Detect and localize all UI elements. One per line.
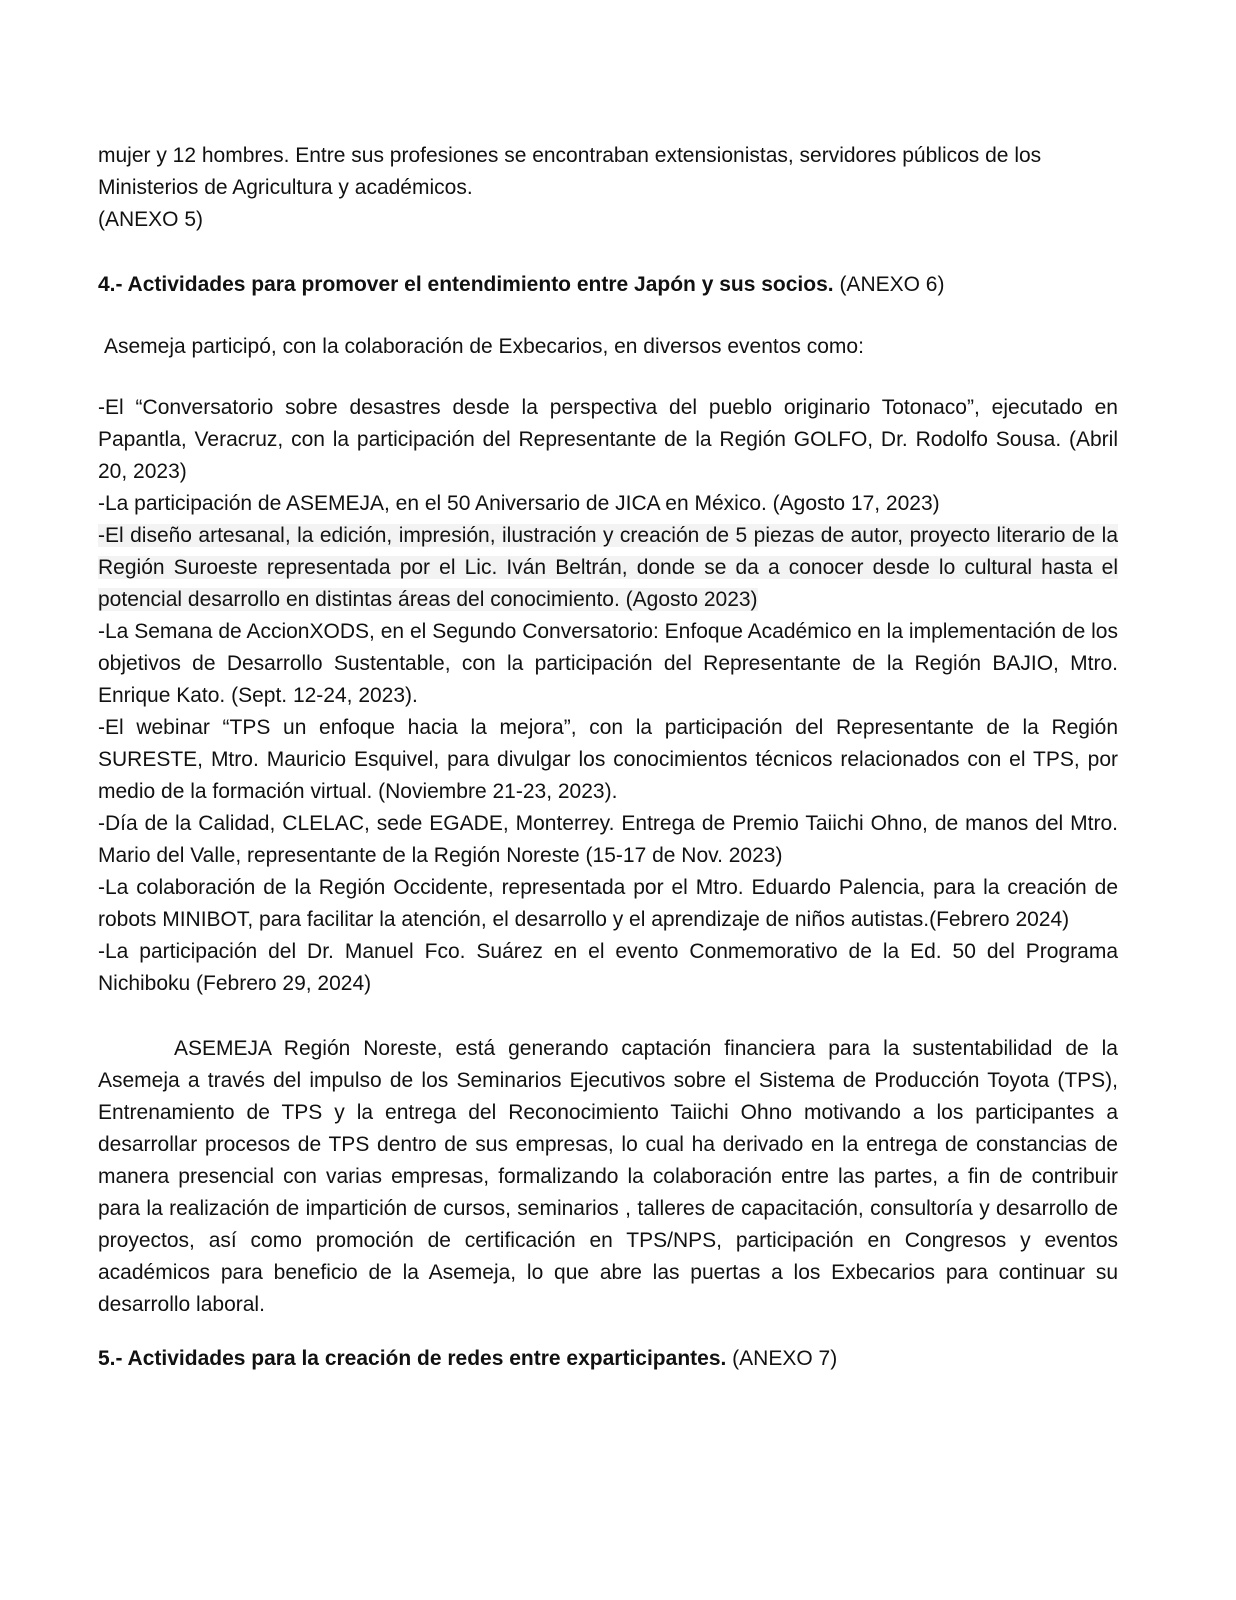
event-item-text: -El webinar “TPS un enfoque hacia la mejora”, con la participación del Representante de la Región SURESTE, Mtro. Mauricio Esquivel, para divulgar los conocimientos técnicos relacionados con el TPS, por medio de la formación virtual. (Noviembre 21-23, 2023). (98, 716, 1118, 803)
section4-heading-title: 4.- Actividades para promover el entendimiento entre Japón y sus socios. (98, 273, 834, 296)
event-item-text: -La participación del Dr. Manuel Fco. Suárez en el evento Conmemorativo de la Ed. 50 del Programa Nichiboku (Febrero 29, 2024) (98, 940, 1118, 995)
event-item-conversatorio (98, 392, 1118, 488)
events-list (98, 392, 1118, 1000)
intro-paragraph: mujer y 12 hombres. Entre sus profesiones se encontraban extensionistas, servidores públicos de los Ministerios de Agricultura y académicos. (98, 144, 1042, 199)
document-content (98, 140, 1118, 1375)
anexo5-note: (ANEXO 5) (98, 208, 204, 231)
event-item-text: -La colaboración de la Región Occidente, representada por el Mtro. Eduardo Palencia, para la creación de robots MINIBOT, para facilitar la atención, el desarrollo y el aprendizaje de niños autistas.(Febrero 2024) (98, 876, 1118, 931)
event-item-diseno-artesanal (98, 520, 1118, 616)
section5-heading (98, 1343, 1118, 1375)
event-item-robots-minibot (98, 872, 1118, 936)
event-item-aniversario-jica (98, 488, 1118, 520)
event-item-text: -El “Conversatorio sobre desastres desde la perspectiva del pueblo originario Totonaco”, ejecutado en Papantla, Veracruz, con la participación del Representante de la Región GOLFO, Dr. Rodolfo Sousa. (Abril 20, 2023) (98, 396, 1118, 483)
event-item-programa-nichiboku (98, 936, 1118, 1000)
event-item-webinar-tps (98, 712, 1118, 808)
event-item-dia-calidad (98, 808, 1118, 872)
event-item-text: -La Semana de AccionXODS, en el Segundo Conversatorio: Enfoque Académico en la implementación de los objetivos de Desarrollo Sustentable, con la participación del Representante de la Región BAJIO, Mtro. Enrique Kato. (Sept. 12-24, 2023). (98, 620, 1118, 707)
event-item-text: -El diseño artesanal, la edición, impresión, ilustración y creación de 5 piezas de autor, proyecto literario de la Región Suroeste representada por el Lic. Iván Beltrán, donde se da a conocer desde lo cultural hasta el potencial desarrollo en distintas áreas del conocimiento. (Agosto 2023) (98, 524, 1118, 611)
section4-anexo-ref: (ANEXO 6) (833, 273, 945, 296)
event-item-text: -Día de la Calidad, CLELAC, sede EGADE, Monterrey. Entrega de Premio Taiichi Ohno, de manos del Mtro. Mario del Valle, representante de la Región Noreste (15-17 de Nov. 2023) (98, 812, 1118, 867)
events-intro-paragraph: Asemeja participó, con la colaboración de Exbecarios, en diversos eventos como: (104, 335, 864, 358)
section5-anexo-ref: (ANEXO 7) (726, 1347, 838, 1370)
noreste-paragraph: ASEMEJA Región Noreste, está generando captación financiera para la sustentabilidad de la Asemeja a través del impulso de los Seminarios Ejecutivos sobre el Sistema de Producción Toyota (TPS), Entrenamiento de TPS y la entrega del Reconocimiento Taiichi Ohno motivando a los participantes a desarrollar procesos de TPS dentro de sus empresas, lo cual ha derivado en la entrega de constancias de manera presencial con varias empresas, formalizando la colaboración entre las partes, a fin de contribuir para la realización de impartición de cursos, seminarios , talleres de capacitación, consultoría y desarrollo de proyectos, así como promoción de certificación en TPS/NPS, participación en Congresos y eventos académicos para beneficio de la Asemeja, lo que abre las puertas a los Exbecarios para continuar su desarrollo laboral. (98, 1037, 1118, 1316)
event-item-text: -La participación de ASEMEJA, en el 50 Aniversario de JICA en México. (Agosto 17, 2023) (98, 492, 940, 515)
section5-heading-title: 5.- Actividades para la creación de redes entre exparticipantes. (98, 1347, 727, 1370)
section4-heading (98, 269, 1118, 301)
event-item-semana-accionxods (98, 616, 1118, 712)
